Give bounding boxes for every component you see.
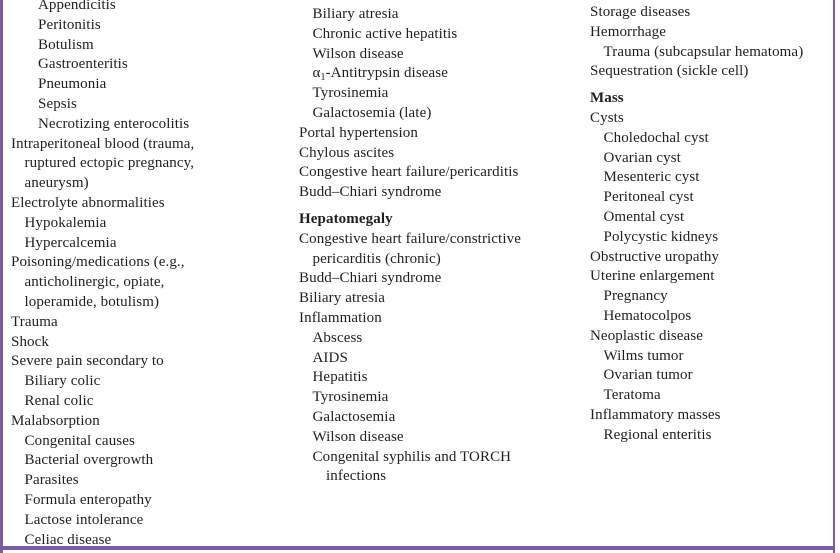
list-item: Obstructive uropathy bbox=[590, 248, 720, 265]
list-item: Hypercalcemia bbox=[24, 234, 117, 251]
list-item: Tyrosinemia bbox=[312, 389, 389, 406]
subscript-text: 1 bbox=[320, 72, 326, 84]
list-item: Hematocolpos bbox=[603, 307, 692, 324]
list-item: Congenital causes bbox=[24, 432, 135, 449]
list-item: Lactose intolerance bbox=[24, 511, 144, 528]
list-item: Omental cyst bbox=[603, 208, 685, 225]
list-item: Hemorrhage bbox=[590, 23, 666, 40]
list-item: Sepsis bbox=[38, 95, 77, 112]
list-item: Shock bbox=[11, 333, 49, 350]
list-item: Mesenteric cyst bbox=[603, 169, 700, 186]
list-item: Teratoma bbox=[603, 387, 661, 404]
list-item: Budd–Chiari syndrome bbox=[299, 184, 442, 201]
list-item: Congestive heart failure/constrictive bbox=[299, 230, 521, 247]
list-item: Regional enteritis bbox=[603, 426, 712, 443]
list-item: infections bbox=[326, 468, 387, 485]
list-item bbox=[299, 64, 521, 84]
list-item: Renal colic bbox=[24, 392, 94, 409]
list-item: anticholinergic, opiate, bbox=[24, 274, 165, 291]
list-item: Galactosemia (late) bbox=[312, 104, 432, 121]
list-item: Budd–Chiari syndrome bbox=[299, 270, 442, 287]
list-item: Biliary atresia bbox=[312, 6, 399, 22]
list-item: Parasites bbox=[24, 472, 79, 489]
table-border-right bbox=[833, 0, 835, 553]
list-item: Intraperitoneal blood (trauma, bbox=[11, 135, 195, 152]
column-left bbox=[11, 0, 194, 550]
list-item: Neoplastic disease bbox=[590, 327, 704, 344]
list-item: Hypokalemia bbox=[24, 214, 107, 231]
section-header: Mass bbox=[590, 90, 624, 107]
list-item: Choledochal cyst bbox=[603, 129, 709, 146]
list-item: Polycystic kidneys bbox=[603, 228, 719, 245]
list-item: Inflammation bbox=[299, 309, 382, 326]
list-item: Malabsorption bbox=[11, 412, 100, 429]
list-item: Abscess bbox=[312, 329, 363, 346]
list-item: Uterine enlargement bbox=[590, 268, 715, 285]
column-middle bbox=[299, 5, 521, 487]
list-item: Bacterial overgrowth bbox=[24, 452, 154, 469]
list-item: Gastroenteritis bbox=[38, 56, 128, 73]
list-item: Trauma bbox=[11, 313, 58, 330]
table-border-left bbox=[0, 0, 3, 553]
list-item: Wilson disease bbox=[312, 45, 404, 62]
list-item: Poisoning/medications (e.g., bbox=[11, 254, 185, 271]
list-item: Tyrosinemia bbox=[312, 85, 389, 102]
list-item: Pneumonia bbox=[38, 76, 107, 93]
list-item: Chronic active hepatitis bbox=[312, 25, 458, 42]
section-header: Hepatomegaly bbox=[299, 210, 393, 227]
list-item: Congestive heart failure/pericarditis bbox=[299, 164, 519, 181]
list-item: ruptured ectopic pregnancy, bbox=[24, 155, 195, 172]
list-item: Hepatitis bbox=[312, 369, 368, 386]
list-item: Ovarian tumor bbox=[603, 367, 693, 384]
list-item: Peritoneal cyst bbox=[603, 189, 694, 206]
list-item: Cysts bbox=[590, 109, 624, 126]
item-text: -Antitrypsin disease bbox=[325, 65, 448, 82]
list-item: Severe pain secondary to bbox=[11, 353, 164, 370]
list-item: loperamide, botulism) bbox=[24, 293, 160, 310]
list-item: Chylous ascites bbox=[299, 144, 395, 161]
list-item: Biliary atresia bbox=[299, 290, 386, 307]
list-item: Appendicitis bbox=[38, 0, 116, 13]
list-item: Ovarian cyst bbox=[603, 149, 681, 166]
list-item: pericarditis (chronic) bbox=[312, 250, 441, 267]
column-right bbox=[590, 3, 803, 446]
list-item: aneurysm) bbox=[24, 175, 89, 192]
list-item: Congenital syphilis and TORCH bbox=[312, 448, 512, 465]
list-item: Electrolyte abnormalities bbox=[11, 194, 165, 211]
list-item: Sequestration (sickle cell) bbox=[590, 63, 749, 80]
list-item: Inflammatory masses bbox=[590, 406, 721, 423]
list-item: Necrotizing enterocolitis bbox=[38, 115, 190, 132]
list-item: Storage diseases bbox=[590, 4, 691, 20]
list-item: AIDS bbox=[312, 349, 348, 366]
list-item: Formula enteropathy bbox=[24, 491, 152, 508]
list-item: Peritonitis bbox=[38, 16, 101, 33]
list-item: Galactosemia bbox=[312, 408, 396, 425]
list-item: Wilms tumor bbox=[603, 347, 684, 364]
list-item: Botulism bbox=[38, 36, 94, 53]
list-item: Portal hypertension bbox=[299, 124, 418, 141]
item-text: α bbox=[312, 65, 321, 82]
list-item: Trauma (subcapsular hematoma) bbox=[603, 43, 804, 60]
list-item: Wilson disease bbox=[312, 428, 404, 445]
list-item: Pregnancy bbox=[603, 288, 668, 305]
list-item: Celiac disease bbox=[24, 531, 112, 548]
list-item: Biliary colic bbox=[24, 373, 101, 390]
